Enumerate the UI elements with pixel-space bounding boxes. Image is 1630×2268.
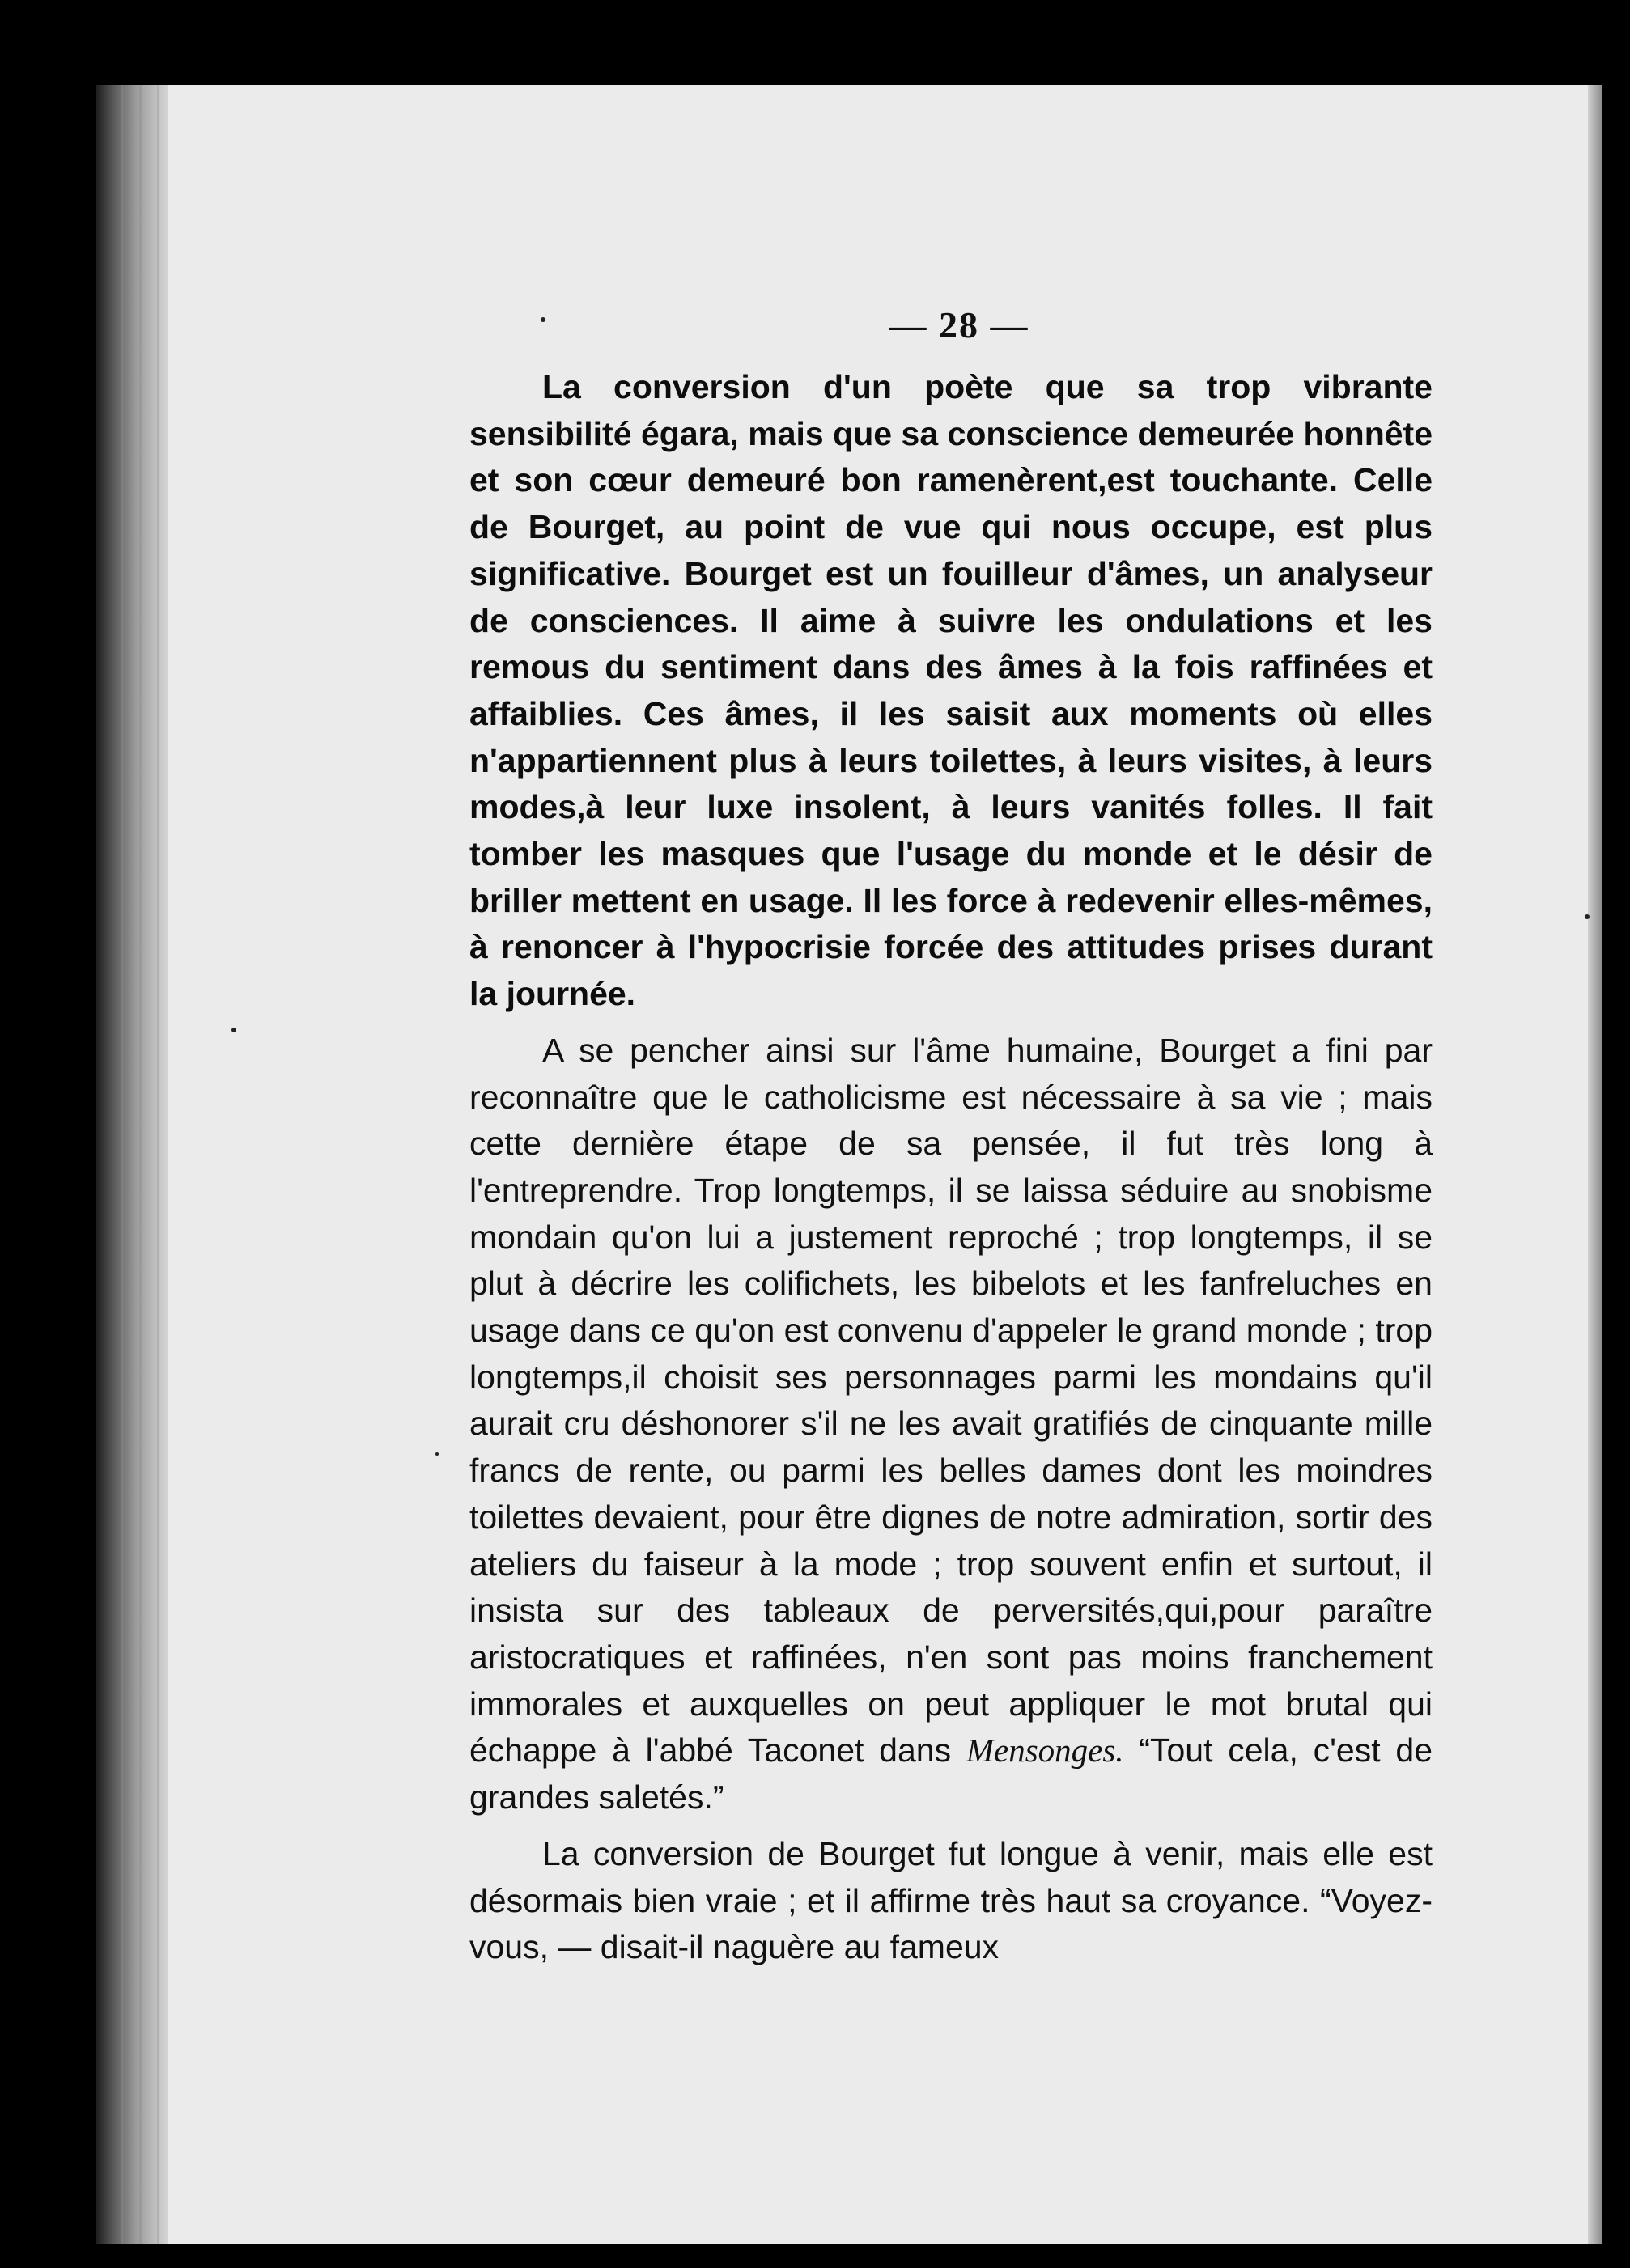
speck — [1585, 914, 1590, 919]
paragraph-2-quote: “Tout cela, c'est de grandes saletés.” — [469, 1732, 1433, 1817]
book-title: Mensonges. — [966, 1732, 1124, 1770]
body-text — [469, 364, 1433, 1971]
gutter-line — [157, 85, 159, 2244]
paragraph-2 — [469, 1028, 1433, 1821]
speck — [541, 317, 545, 322]
paragraph-3: La conversion de Bourget fut longue à venir, mais elle est désormais bien vraie ; et il affirme très haut sa croyance. “Voyez-vous, — disait-il naguère au fameux — [469, 1834, 1433, 1966]
speck — [435, 1452, 439, 1456]
page-right-edge — [1588, 85, 1602, 2244]
page-number: — 28 — — [889, 304, 1029, 345]
gutter-line — [121, 85, 124, 2244]
paragraph-2-text: A se pencher ainsi sur l'âme humaine, Bourget a fini par reconnaître que le catholicisme est nécessaire à sa vie ; mais cette dernière étape de sa pensée, il fut très long à l'entreprendre. Trop longtemps, il se laissa séduire au snobisme mondain qu'on lui a justement reproché ; trop longtemps, il se plut à décrire les colifichets, les bibelots et les fanfreluches en usage dans ce qu'on est convenu d'appeler le grand monde ; trop longtemps,il choisit ses personnages parmi les mondains qu'il aurait cru déshonorer s'il ne les avait gratifiés de cinquante mille francs de rente, ou parmi les belles dames dont les moindres toilettes devaient, pour être dignes de notre admiration, sortir des ateliers du faiseur à la mode ; trop souvent enfin et surtout, il insista sur des tableaux de perversités,qui,pour paraître aristocratiques et raffinées, n'en sont pas moins franchement immorales et auxquelles on peut appliquer le mot brutal qui échappe à l'abbé Taconet dans — [469, 1031, 1433, 1770]
gutter-line — [139, 85, 142, 2244]
paragraph-1: La conversion d'un poète que sa trop vibrante sensibilité égara, mais que sa conscience demeurée honnête et son cœur demeuré bon ramenèrent,est touchante. Celle de Bourget, au point de vue qui nous occupe, est plus significative. Bourget est un fouilleur d'âmes, un analyseur de consciences. Il aime à suivre les ondulations et les remous du sentiment dans des âmes à la fois raffinées et affaiblies. Ces âmes, il les saisit aux moments où elles n'appartiennent plus à leurs toilettes, à leurs visites, à leurs modes,à leur luxe insolent, à leurs vanités folles. Il fait tomber les masques que l'usage du monde et le désir de briller mettent en usage. Il les force à redevenir elles-mêmes, à renoncer à l'hypocrisie forcée des attitudes prises durant la journée. — [469, 368, 1433, 1013]
speck — [231, 1028, 236, 1032]
